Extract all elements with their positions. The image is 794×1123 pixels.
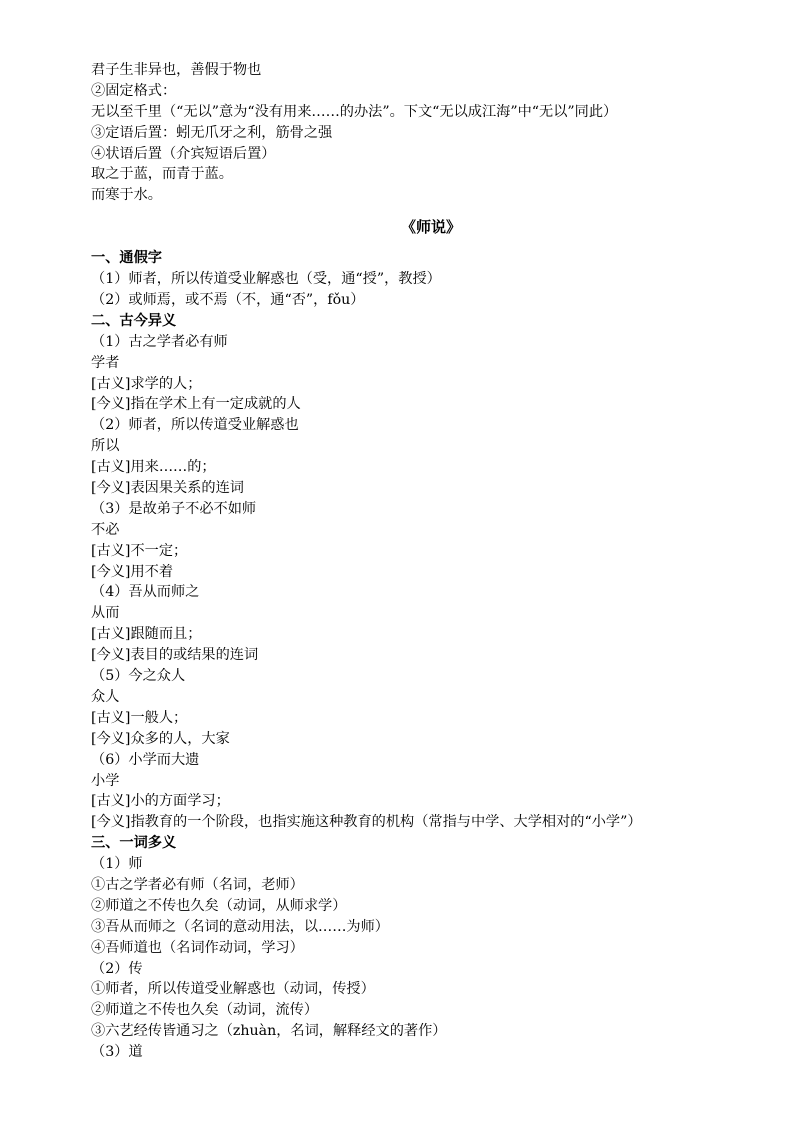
- text-line: [古义]跟随而且；: [91, 626, 202, 643]
- text-line: （3）道: [91, 1044, 143, 1061]
- text-line: ③定语后置：蚓无爪牙之利，筋骨之强: [91, 124, 333, 141]
- text-line: [古义]一般人；: [91, 709, 188, 726]
- text-line: 学者: [91, 354, 120, 371]
- heading-gujinyiyi: 二、古今异义: [91, 312, 177, 329]
- text-line: [古义]小的方面学习；: [91, 793, 230, 810]
- text-line: [古义]不一定；: [91, 542, 188, 559]
- text-line: [今义]表目的或结果的连词: [91, 647, 259, 664]
- document-page: [91, 60, 771, 1063]
- text-line: （2）或师焉，或不焉（不，通“否”，fǒu）: [91, 292, 365, 309]
- text-line: （2）传: [91, 960, 143, 977]
- text-line: ①师者，所以传道受业解惑也（动词，传授）: [91, 981, 375, 998]
- text-line: （2）师者，所以传道受业解惑也: [91, 417, 299, 434]
- text-line: （4）吾从而师之: [91, 584, 200, 601]
- text-line: ④吾师道也（名词作动词，学习）: [91, 939, 304, 956]
- text-line: （5）今之众人: [91, 668, 186, 685]
- section-title: 《师说》: [400, 218, 461, 237]
- text-line: ②师道之不传也久矣（动词，流传）: [91, 1002, 319, 1019]
- text-line: ②固定格式：: [91, 82, 177, 99]
- text-line: 小学: [91, 772, 120, 789]
- text-line: [古义]用来……的；: [91, 459, 216, 476]
- text-line: 无以至千里（“无以”意为“没有用来……的办法”。下文“无以成江海”中“无以”同此）: [91, 103, 618, 120]
- text-line: 众人: [91, 688, 120, 705]
- text-line: [今义]指在学术上有一定成就的人: [91, 396, 301, 413]
- text-line: （1）古之学者必有师: [91, 333, 228, 350]
- text-line: 取之于蓝，而青于蓝。: [91, 166, 233, 183]
- heading-yiciduoyi: 三、一词多义: [91, 835, 177, 852]
- text-line: 所以: [91, 438, 120, 455]
- text-line: [今义]众多的人，大家: [91, 730, 230, 747]
- text-line: ③六艺经传皆通习之（zhuàn，名词，解释经文的著作）: [91, 1023, 447, 1040]
- text-line: ③吾从而师之（名词的意动用法，以……为师）: [91, 918, 389, 935]
- text-line: （3）是故弟子不必不如师: [91, 500, 257, 517]
- text-line: ①古之学者必有师（名词，老师）: [91, 876, 304, 893]
- text-line: （1）师者，所以传道受业解惑也（受，通“授”，教授）: [91, 271, 441, 288]
- text-line: （1）师: [91, 856, 143, 873]
- text-line: [今义]用不着: [91, 563, 174, 580]
- text-line: ④状语后置（介宾短语后置）: [91, 145, 276, 162]
- text-line: 不必: [91, 521, 120, 538]
- text-line: ②师道之不传也久矣（动词，从师求学）: [91, 897, 347, 914]
- text-line: 而寒于水。: [91, 187, 162, 204]
- text-line: （6）小学而大遗: [91, 751, 200, 768]
- text-line: [今义]表因果关系的连词: [91, 480, 244, 497]
- heading-tongjiazi: 一、通假字: [91, 250, 162, 267]
- text-line: [古义]求学的人；: [91, 375, 202, 392]
- text-line: [今义]指教育的一个阶段，也指实施这种教育的机构（常指与中学、大学相对的“小学”）: [91, 814, 642, 831]
- text-line: 君子生非异也，善假于物也: [91, 62, 262, 78]
- text-line: 从而: [91, 605, 120, 622]
